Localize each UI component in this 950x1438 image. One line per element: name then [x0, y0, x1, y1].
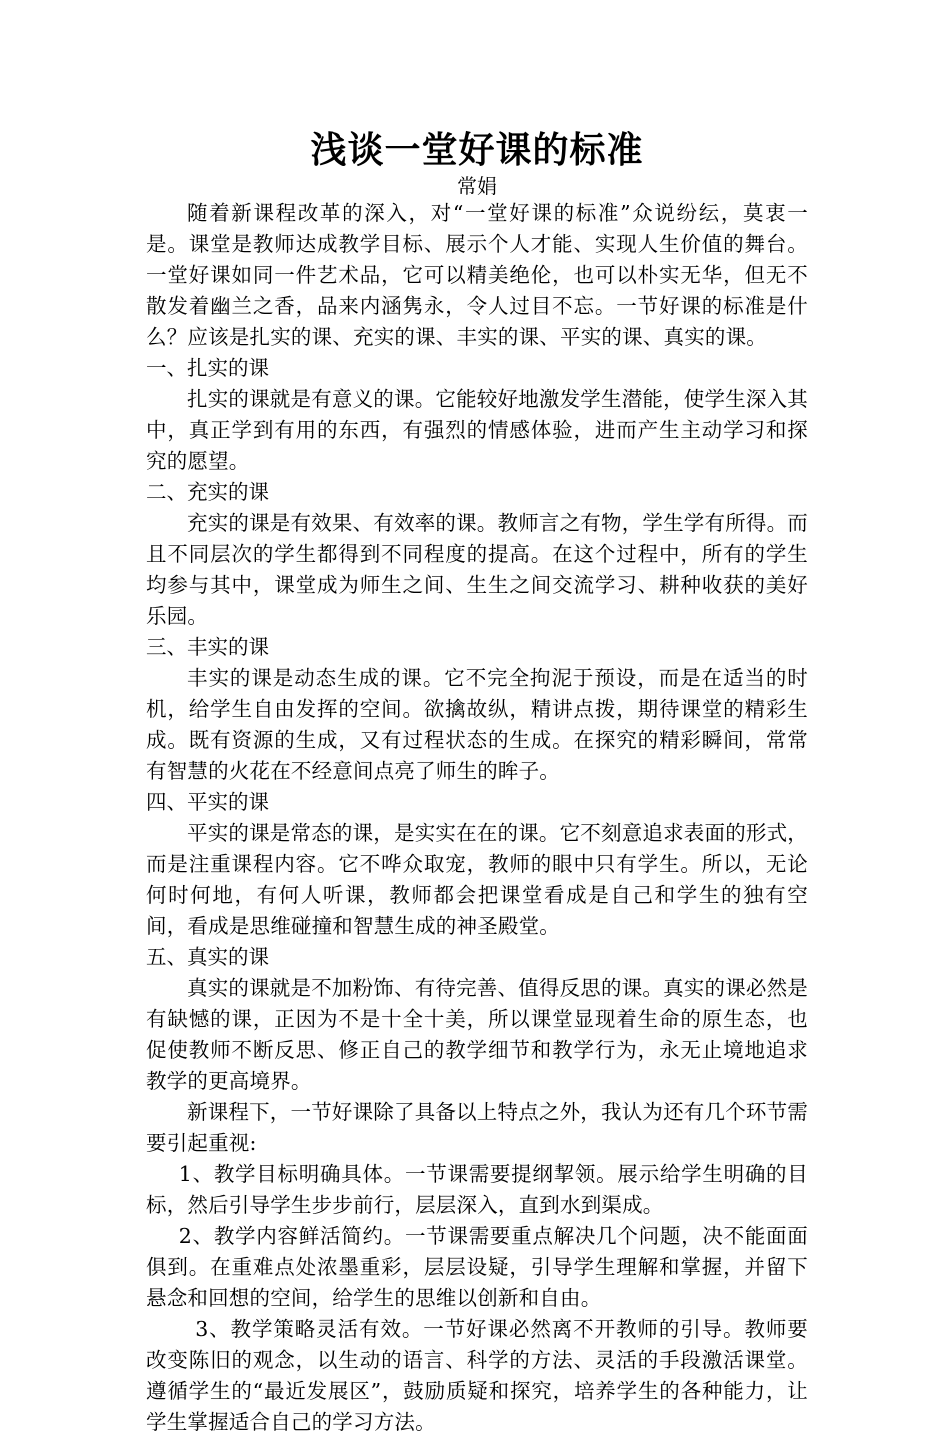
section-body-4: 平实的课是常态的课，是实实在在的课。它不刻意追求表面的形式，而是注重课程内容。它不哗众取宠，教师的眼中只有学生。所以，无论何时何地，有何人听课，教师都会把课堂看成是自己和学生的独有空间，看成是思维碰撞和智慧生成的神圣殿堂。 [146, 821, 808, 938]
document-title: 浅谈一堂好课的标准 [310, 129, 644, 171]
point-2: 2、教学内容鲜活简约。一节课需要重点解决几个问题，决不能面面俱到。在重难点处浓墨重彩，层层设疑，引导学生理解和掌握，并留下悬念和回想的空间，给学生的思维以创新和自由。 [146, 1224, 808, 1310]
section-heading-4: 四、平实的课 [146, 790, 269, 814]
intro-paragraph: 随着新课程改革的深入，对“一堂好课的标准”众说纷纭，莫衷一是。课堂是教师达成教学目标、展示个人才能、实现人生价值的舞台。一堂好课如同一件艺术品，它可以精美绝伦，也可以朴实无华，但无不散发着幽兰之香，品来内涵隽永，令人过目不忘。一节好课的标准是什么？应该是扎实的课、充实的课、丰实的课、平实的课、真实的课。 [146, 201, 808, 349]
section-body-1: 扎实的课就是有意义的课。它能较好地激发学生潜能，使学生深入其中，真正学到有用的东西，有强烈的情感体验，进而产生主动学习和探究的愿望。 [146, 387, 808, 473]
section-heading-3: 三、丰实的课 [146, 635, 269, 659]
section-heading-1: 一、扎实的课 [146, 356, 269, 380]
point-1: 1、教学目标明确具体。一节课需要提纲挈领。展示给学生明确的目标，然后引导学生步步前行，层层深入，直到水到渠成。 [146, 1162, 808, 1217]
section-heading-2: 二、充实的课 [146, 480, 269, 504]
section-body-3: 丰实的课是动态生成的课。它不完全拘泥于预设，而是在适当的时机，给学生自由发挥的空间。欲擒故纵，精讲点拨，期待课堂的精彩生成。既有资源的生成，又有过程状态的生成。在探究的精彩瞬间，常常有智慧的火花在不经意间点亮了师生的眸子。 [146, 666, 808, 783]
section-heading-5: 五、真实的课 [146, 945, 269, 969]
document-page [146, 126, 808, 1438]
section-body-5: 真实的课就是不加粉饰、有待完善、值得反思的课。真实的课必然是有缺憾的课，正因为不是十全十美，所以课堂显现着生命的原生态，也促使教师不断反思、修正自己的教学细节和教学行为，永无止境地追求教学的更高境界。 [146, 976, 808, 1093]
section-body-2: 充实的课是有效果、有效率的课。教师言之有物，学生学有所得。而且不同层次的学生都得到不同程度的提高。在这个过程中，所有的学生均参与其中，课堂成为师生之间、生生之间交流学习、耕种收获的美好乐园。 [146, 511, 808, 628]
document-author: 常娟 [457, 174, 497, 198]
point-3: 3、教学策略灵活有效。一节好课必然离不开教师的引导。教师要改变陈旧的观念，以生动的语言、科学的方法、灵活的手段激活课堂。遵循学生的“最近发展区”，鼓励质疑和探究，培养学生的各种能力，让学生掌握适合自己的学习方法。 [146, 1317, 808, 1434]
transition-paragraph: 新课程下，一节好课除了具备以上特点之外，我认为还有几个环节需要引起重视: [146, 1100, 808, 1155]
